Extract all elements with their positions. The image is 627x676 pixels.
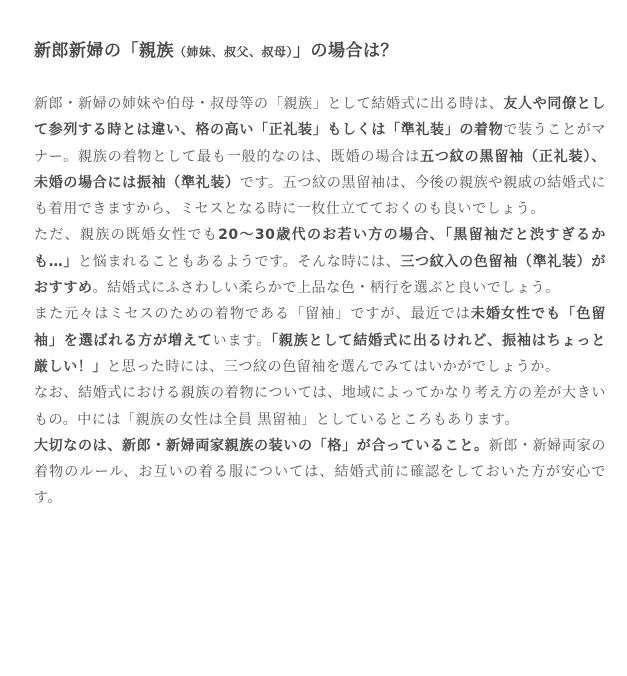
body-text: ただ、親族の既婚女性でも: [34, 227, 219, 244]
paragraph-2: [34, 222, 606, 301]
paragraph-1: [34, 91, 606, 222]
body-text: と思った時には、三つ紋の色留袖を選んでみてはいかがでしょうか。: [107, 358, 560, 375]
heading-main-after: 」の場合は？: [293, 41, 399, 61]
body-text: 新郎・新婦両家の着物のルール、お互いの着る服については、結婚式前に確認をしておいた方が安心です。: [34, 437, 606, 507]
heading-sub: （姉妹、叔父、叔母）: [174, 45, 294, 59]
paragraph-3: [34, 301, 606, 380]
paragraph-5: [34, 433, 606, 512]
emphasis-text: 五つ紋の黒留袖（正礼装）、未婚の場合には振袖（準礼装）: [34, 148, 606, 191]
paragraph-4: [34, 380, 606, 433]
emphasis-text: 未婚女性でも「色留袖」を選ばれる方が増えて: [34, 306, 606, 349]
article-body: [34, 91, 606, 512]
body-text: です。五つ紋の黒留袖は、今後の親族や親戚の結婚式にも着用できますから、ミセスとなる時に一枚仕立てておくのも良いでしょう。: [34, 174, 606, 218]
body-text: います。: [212, 332, 272, 349]
body-text: と悩まれることもあるようです。そんな時には、: [78, 253, 401, 270]
body-text: 。結婚式にふさわしい柔らかで上品な色・柄行を選ぶと良いでしょう。: [92, 280, 560, 297]
body-text: なお、結婚式における親族の着物については、地域によってかなり考え方の差が大きいもの。中には「親族の女性は全員 黒留袖」としているところもあります。: [34, 385, 606, 428]
body-text: 新郎・新婦の姉妹や伯母・叔母等の「親族」として結婚式に出る時は、: [34, 96, 504, 112]
body-text: で装うことがマナー。親族の着物として最も一般的なのは、既婚の場合は: [34, 122, 606, 165]
emphasis-text: 大切なのは、新郎・新婦両家親族の装いの「格」が合っていること。: [34, 437, 489, 454]
emphasis-text: 20〜30歳代のお若い方の場合、「黒留袖だと渋すぎるかも…」: [34, 227, 606, 270]
emphasis-text: 友人や同僚として参列する時とは違い、格の高い「正礼装」もしくは「準礼装」の着物: [34, 96, 606, 139]
emphasis-text: 「親族として結婚式に出るけれど、振袖はちょっと厳しい！」: [34, 332, 607, 375]
section-heading: [34, 38, 606, 65]
article: [34, 38, 606, 512]
heading-main-before: 新郎新婦の「親族: [34, 41, 174, 61]
emphasis-text: 三つ紋入の色留袖（準礼装）がおすすめ: [34, 253, 606, 297]
body-text: また元々はミセスのための着物である「留袖」ですが、最近では: [34, 306, 471, 323]
